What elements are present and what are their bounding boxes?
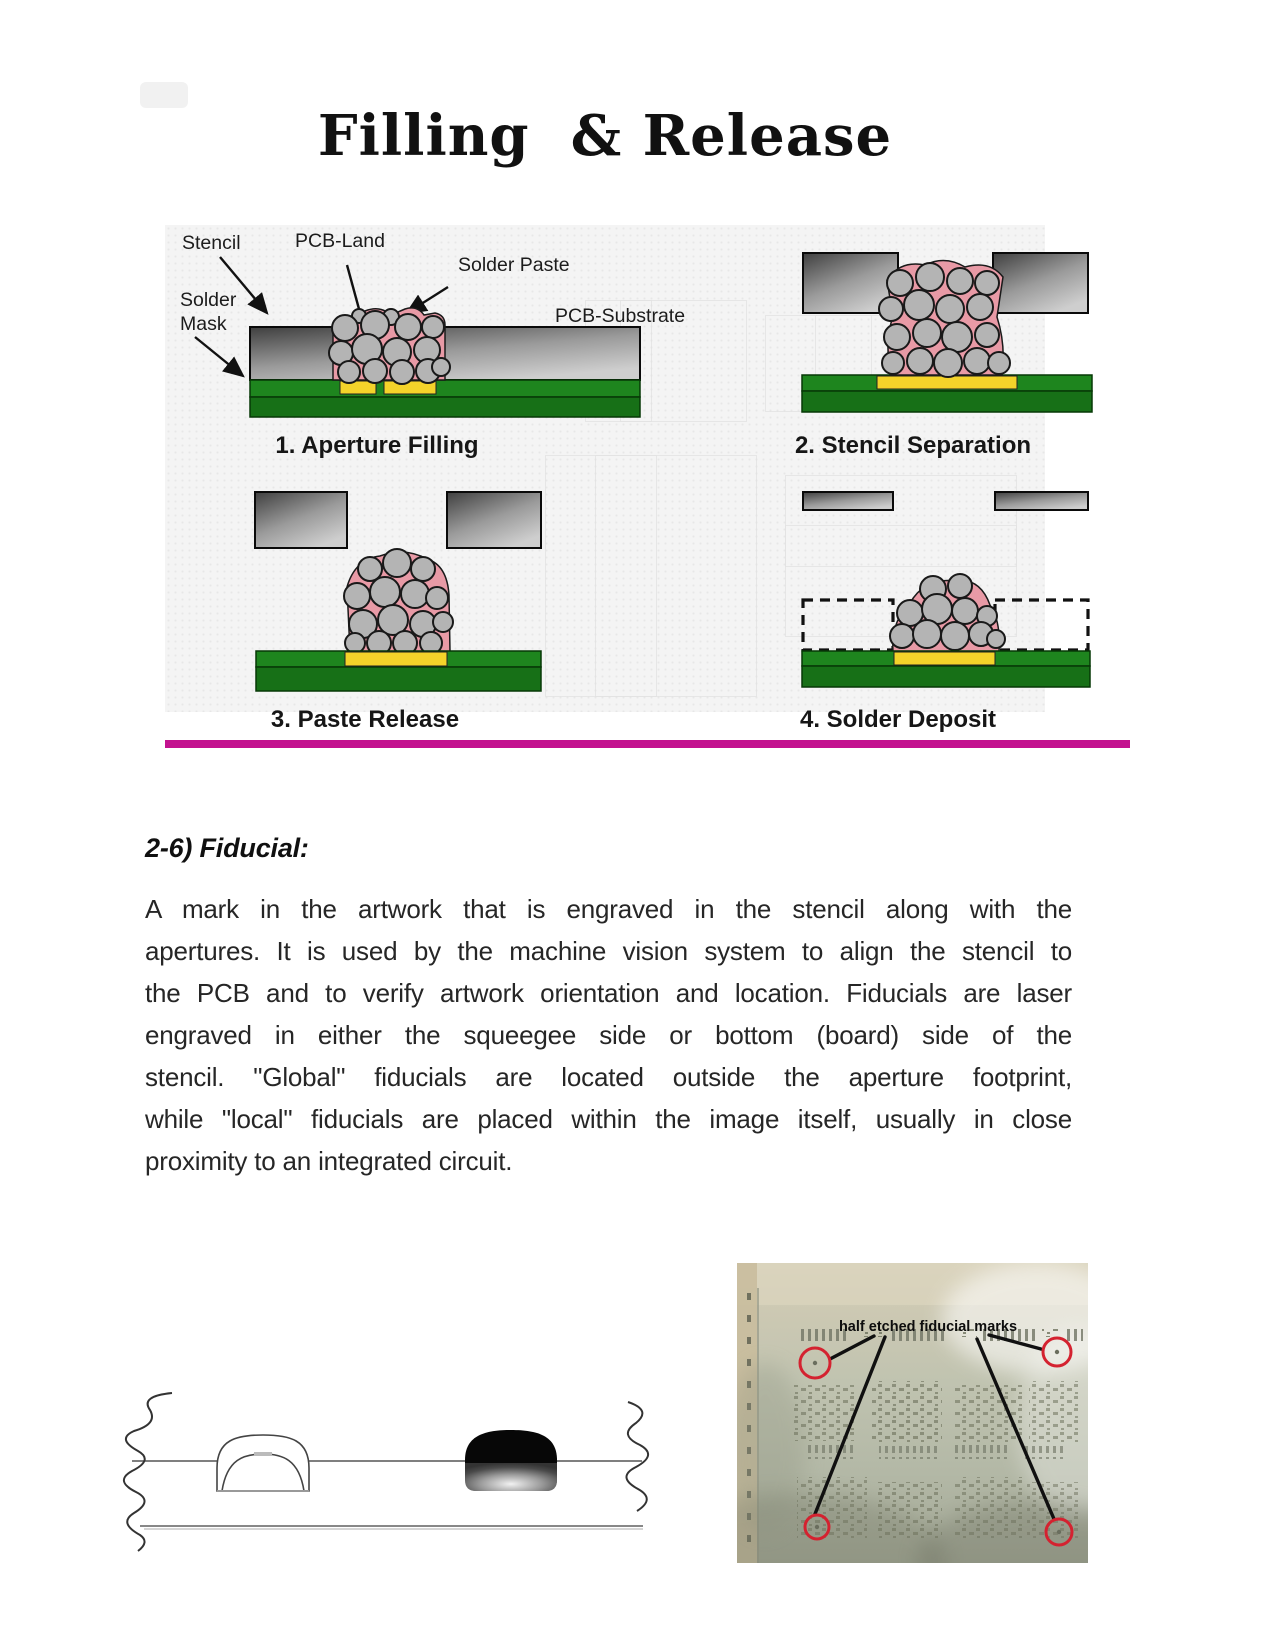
paragraph-line: apertures. It is used by the machine vision system to align the stencil to [145,936,1072,966]
panel-paste-release [255,492,541,733]
caption-solder-deposit: 4. Solder Deposit [799,706,997,733]
label-solder-paste: Solder Paste [458,254,570,276]
torn-edge-right [626,1402,648,1511]
stencil-block [255,492,347,548]
label-pcb-substrate: PCB-Substrate [555,305,686,327]
paragraph-line: stencil. "Global" fiducials are located outside the aperture footprint, [145,1062,1072,1092]
solder-mask-layer [250,380,640,397]
pcb-substrate-layer [256,667,541,691]
stencil-block [447,492,541,548]
solder-paste-column [879,260,1010,377]
torn-edge-left [124,1393,172,1551]
caption-aperture-filling: 1. Aperture Filling [275,432,479,459]
label-mask: Mask [180,313,227,335]
solder-deposit-mound [890,574,1005,652]
paragraph-line: A mark in the artwork that is engraved in the stencil along with the [145,894,1072,924]
paragraph-line: engraved in either the squeegee side or bottom (board) side of the [145,1020,1072,1050]
label-stencil: Stencil [182,232,241,254]
label-solder: Solder [180,289,237,311]
half-etched-fiducial-outline [217,1435,309,1491]
photo-annotation: half etched fiducial marks [838,1319,1018,1335]
solder-paste-fill [329,308,450,384]
caption-paste-release: 3. Paste Release [270,706,460,733]
filled-fiducial-dome [465,1430,557,1491]
stencil-outline-dashed [803,600,893,650]
stencil-block [993,253,1088,313]
caption-stencil-separation: 2. Stencil Separation [794,432,1032,459]
section-heading: 2-6) Fiducial: [145,833,309,863]
stencil-outline-dashed [995,600,1088,650]
figure-title: Filling & Release [317,103,893,169]
paragraph-line: the PCB and to verify artwork orientation and location. Fiducials are laser [145,978,1072,1008]
panel-stencil-separation [795,253,1092,459]
stencil-bar [995,492,1088,510]
fiducial-paragraph [145,888,1072,1182]
pcb-land-pad [894,652,995,665]
panel-solder-deposit [800,492,1090,733]
paragraph-line: while "local" fiducials are placed within the image itself, usually in close [145,1104,1072,1134]
panel-aperture-filling [180,230,685,459]
filling-release-diagram [165,225,1140,748]
figure-underline-rule [165,740,1130,748]
paragraph-line: proximity to an integrated circuit. [145,1146,513,1176]
pcb-substrate-layer [802,666,1090,687]
fiducial-cross-section-drawing [110,1318,670,1553]
pcb-substrate-layer [802,391,1092,412]
solder-paste-pile [344,549,453,655]
stencil-bar [803,492,893,510]
label-pcb-land: PCB-Land [295,230,385,252]
pcb-land-pad [345,652,447,666]
pcb-substrate-layer [250,397,640,417]
stencil-photo [737,1263,1088,1563]
